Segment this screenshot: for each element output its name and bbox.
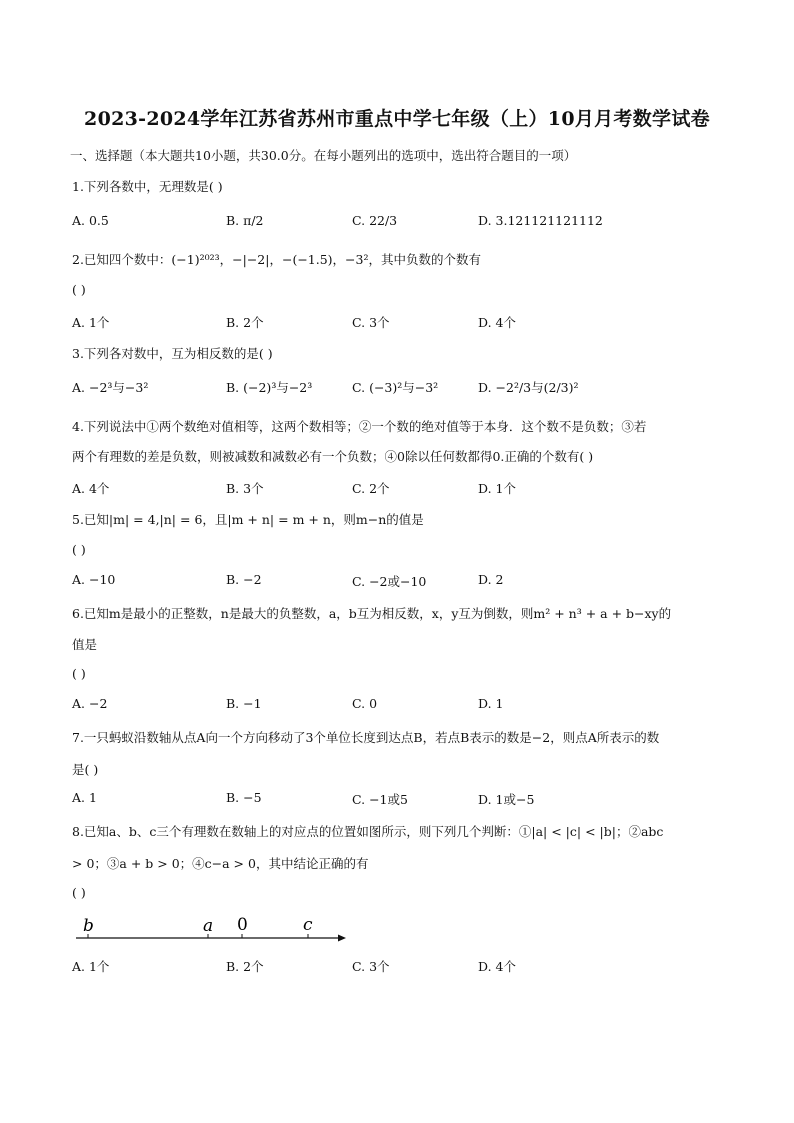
q4-stem-line1: 4.下列说法中①两个数绝对值相等，这两个数相等；②一个数的绝对值等于本身．这个数不是负数；③若 [72, 419, 647, 434]
label-c: c [303, 915, 313, 935]
q4-option-d: D. 1个 [478, 481, 516, 496]
q7-stem-line2: 是( ) [72, 762, 99, 777]
q6-paren: ( ) [72, 666, 86, 681]
label-a: a [203, 916, 214, 936]
q1-stem: 1.下列各数中，无理数是( ) [72, 179, 223, 194]
q8-stem-line1: 8.已知a、b、c三个有理数在数轴上的对应点的位置如图所示，则下列几个判断：①|a| < |c| < |b|；②abc [72, 824, 664, 839]
q7-option-c: C. −1或5 [352, 792, 408, 807]
number-line-svg [76, 914, 346, 946]
q4-option-b: B. 3个 [226, 481, 264, 496]
q5-option-c: C. −2或−10 [352, 574, 427, 589]
q2-option-a: A. 1个 [72, 315, 110, 330]
q8-paren: ( ) [72, 885, 86, 900]
q5-stem: 5.已知|m| = 4,|n| = 6，且|m + n| = m + n，则m−n的值是 [72, 512, 424, 527]
q7-stem-line1: 7.一只蚂蚁沿数轴从点A向一个方向移动了3个单位长度到达点B，若点B表示的数是−2，则点A所表示的数 [72, 730, 660, 745]
number-line-arrow [338, 935, 346, 942]
q6-stem-line1: 6.已知m是最小的正整数，n是最大的负整数，a，b互为相反数，x，y互为倒数，则m² + n³ + a + b−xy的 [72, 606, 672, 621]
label-b: b [83, 916, 94, 936]
q5-option-a: A. −10 [72, 572, 116, 587]
q3-option-c: C. (−3)²与−3² [352, 380, 439, 395]
q7-option-b: B. −5 [226, 790, 262, 805]
label-zero: 0 [237, 915, 248, 935]
q3-option-a: A. −2³与−3² [72, 380, 149, 395]
q2-stem: 2.已知四个数中：(−1)²⁰²³，−|−2|，−(−1.5)，−3²，其中负数的个数有 [72, 252, 481, 267]
q2-option-c: C. 3个 [352, 315, 390, 330]
q8-stem-line2: > 0；③a + b > 0；④c−a > 0，其中结论正确的有 [72, 856, 369, 871]
q4-option-c: C. 2个 [352, 481, 390, 496]
q3-option-b: B. (−2)³与−2³ [226, 380, 313, 395]
q6-option-b: B. −1 [226, 696, 262, 711]
q3-option-d: D. −2²/3与(2/3)² [478, 380, 579, 395]
q1-option-c: C. 22/3 [352, 213, 398, 228]
q2-option-d: D. 4个 [478, 315, 516, 330]
q5-paren: ( ) [72, 542, 86, 557]
q4-stem-line2: 两个有理数的差是负数，则被减数和减数必有一个负数；④0除以任何数都得0.正确的个数有( ) [72, 449, 594, 464]
q8-option-c: C. 3个 [352, 959, 390, 974]
q7-option-a: A. 1 [72, 790, 97, 805]
q8-option-d: D. 4个 [478, 959, 516, 974]
q1-option-a: A. 0.5̇ [72, 213, 109, 228]
q2-option-b: B. 2个 [226, 315, 264, 330]
exam-title: 2023-2024学年江苏省苏州市重点中学七年级（上）10月月考数学试卷 [84, 108, 710, 130]
q6-option-a: A. −2 [72, 696, 108, 711]
q5-option-b: B. −2 [226, 572, 262, 587]
section-heading: 一、选择题（本大题共10小题，共30.0分。在每小题列出的选项中，选出符合题目的一项） [70, 148, 577, 163]
q2-paren: ( ) [72, 282, 86, 297]
q7-option-d: D. 1或−5 [478, 792, 535, 807]
q6-stem-line2: 值是 [72, 637, 98, 652]
q6-option-d: D. 1 [478, 696, 504, 711]
q1-option-d: D. 3.121121121112 [478, 213, 603, 228]
q5-option-d: D. 2 [478, 572, 504, 587]
number-line-figure [76, 914, 346, 946]
q8-option-a: A. 1个 [72, 959, 110, 974]
q3-stem: 3.下列各对数中，互为相反数的是( ) [72, 346, 273, 361]
q8-option-b: B. 2个 [226, 959, 264, 974]
q4-option-a: A. 4个 [72, 481, 110, 496]
q6-option-c: C. 0 [352, 696, 378, 711]
q1-option-b: B. π/2 [226, 213, 264, 228]
